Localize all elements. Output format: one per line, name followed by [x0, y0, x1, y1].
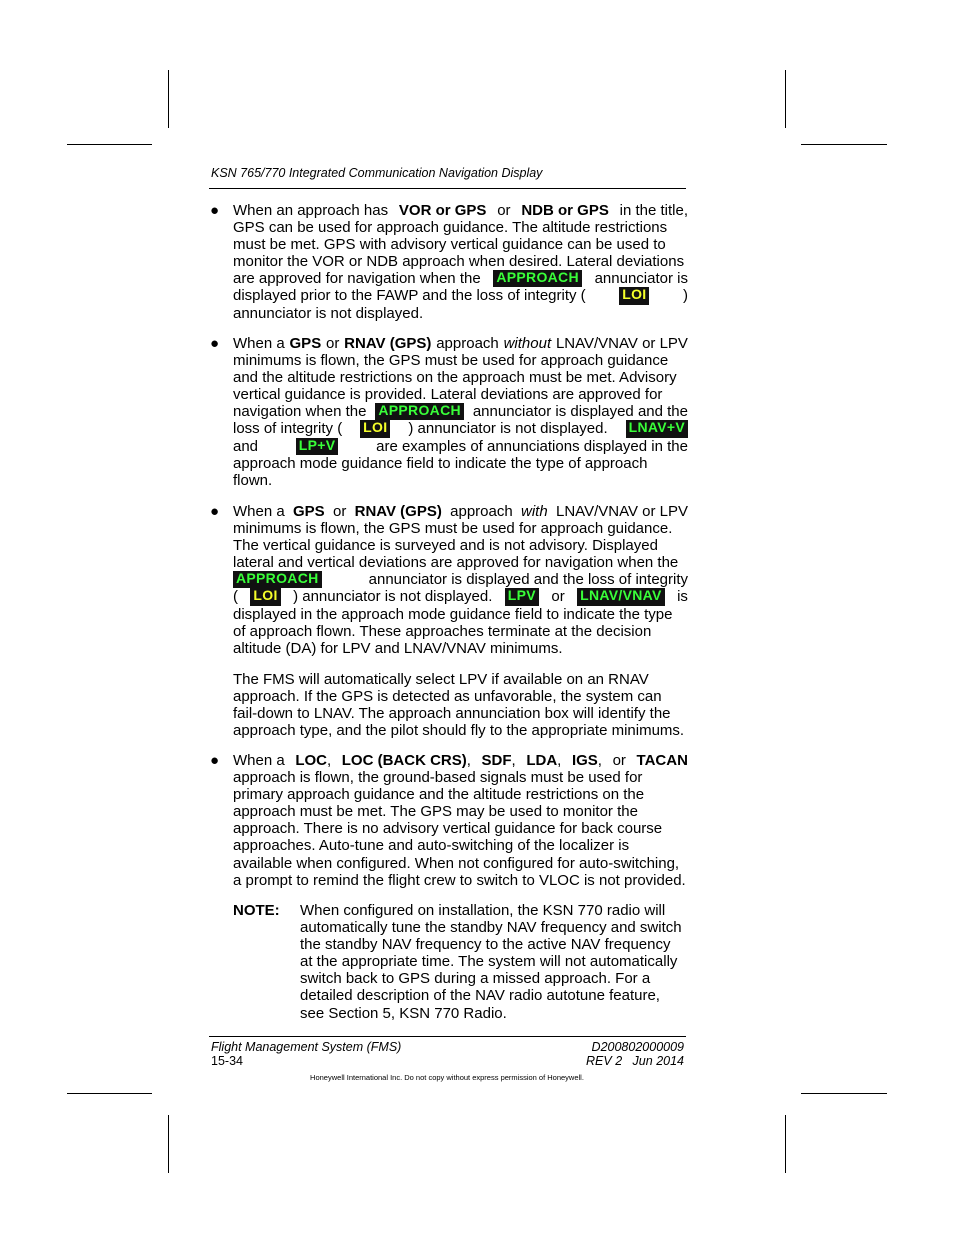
footer-revision: REV 2 Jun 2014: [586, 1054, 684, 1068]
loi-annunciator: LOI: [360, 420, 390, 437]
loi-annunciator: LOI: [619, 287, 649, 304]
paragraph-vor-ndb-gps: When an approach has VOR or GPS or NDB or GPS in the title, GPS can be used for approach guidance. The altitude restrictions must be met. GPS with advisory vertical guidance can be used to monitor the VOR or NDB approach when desired. Lateral deviations are approved for navigation when the APPROACH annunciator is displayed prior to the FAWP and the loss of integrity ( LOI ) annunciator is not displayed.: [233, 202, 688, 322]
crop-mark-top-left-vertical: [168, 70, 169, 128]
approach-annunciator: APPROACH: [233, 571, 322, 588]
header-rule: [209, 188, 686, 189]
lnav-vnav-annunciator: LNAV/VNAV: [577, 588, 665, 605]
lnav-v-annunciator: LNAV+V: [626, 420, 688, 437]
footer-page-number: 15-34: [211, 1054, 243, 1068]
footer-rule: [209, 1036, 686, 1037]
paragraph-fms-auto-select: The FMS will automatically select LPV if available on an RNAV approach. If the GPS is detected as unfavorable, the system can fail-down to LNAV. The approach annunciation box will identify the approach type, and the pilot should fly to the appropriate minimums.: [233, 671, 685, 740]
bullet-2: ●: [210, 335, 220, 352]
loi-annunciator: LOI: [250, 588, 280, 605]
footer-document-number: D200802000009: [591, 1040, 684, 1054]
bullet-4: ●: [210, 752, 220, 769]
footer-section-title: Flight Management System (FMS): [211, 1040, 402, 1054]
crop-mark-bottom-left-vertical: [168, 1115, 169, 1173]
crop-mark-top-left-horizontal: [67, 144, 152, 145]
note-body: When configured on installation, the KSN 770 radio will automatically tune the standby NAV frequency and switch the standby NAV frequency to the active NAV frequency at the appropriate time. The system will not automatically switch back to GPS during a missed approach. For a detailed description of the NAV radio autotune feature, see Section 5, KSN 770 Radio.: [300, 902, 682, 1022]
note-label: NOTE:: [233, 902, 280, 919]
approach-annunciator: APPROACH: [493, 270, 582, 287]
crop-mark-top-right-vertical: [785, 70, 786, 128]
crop-mark-top-right-horizontal: [801, 144, 887, 145]
paragraph-loc-approaches: When a LOC, LOC (BACK CRS), SDF, LDA, IGS, or TACAN approach is flown, the ground-based signals must be used for primary approach guidance and the altitude restrictions on the approach must be met. The GPS may be used to monitor the approach. There is no advisory vertical guidance for back course approaches. Auto-tune and auto-switching of the localizer is available when configured. When not configured for auto-switching, a prompt to remind the flight crew to switch to VLOC is not provided.: [233, 752, 688, 889]
approach-annunciator: APPROACH: [375, 403, 464, 420]
crop-mark-bottom-right-vertical: [785, 1115, 786, 1173]
paragraph-gps-with-vertical: When a GPS or RNAV (GPS) approach with LNAV/VNAV or LPV minimums is flown, the GPS must be used for approach guidance. The vertical guidance is surveyed and is not advisory. Displayed lateral and vertical deviations are approved for navigation when the APPROACH annunciator is displayed and the loss of integrity ( LOI ) annunciator is not displayed. LPV or LNAV/VNAV is displayed in the approach mode guidance field to indicate the type of approach flown. These approaches terminate at the decision altitude (DA) for LPV and LNAV/VNAV minimums.: [233, 503, 688, 657]
running-header: KSN 765/770 Integrated Communication Navigation Display: [211, 166, 543, 180]
crop-mark-bottom-left-horizontal: [67, 1093, 152, 1094]
lpv-annunciator: LPV: [505, 588, 539, 605]
crop-mark-bottom-right-horizontal: [801, 1093, 887, 1094]
paragraph-gps-without-vertical: When a GPS or RNAV (GPS) approach without LNAV/VNAV or LPV minimums is flown, the GPS must be used for approach guidance and the altitude restrictions on the approach must be met. Advisory vertical guidance is provided. Lateral deviations are approved for navigation when the APPROACH annunciator is displayed and the loss of integrity ( LOI ) annunciator is not displayed. LNAV+V and LP+V are examples of annunciations displayed in the approach mode guidance field to indicate the type of approach flown.: [233, 335, 688, 489]
lp-v-annunciator: LP+V: [296, 438, 339, 455]
bullet-1: ●: [210, 202, 220, 219]
copyright-notice: Honeywell International Inc. Do not copy without express permission of Honeywell.: [310, 1073, 584, 1082]
bullet-3: ●: [210, 503, 220, 520]
